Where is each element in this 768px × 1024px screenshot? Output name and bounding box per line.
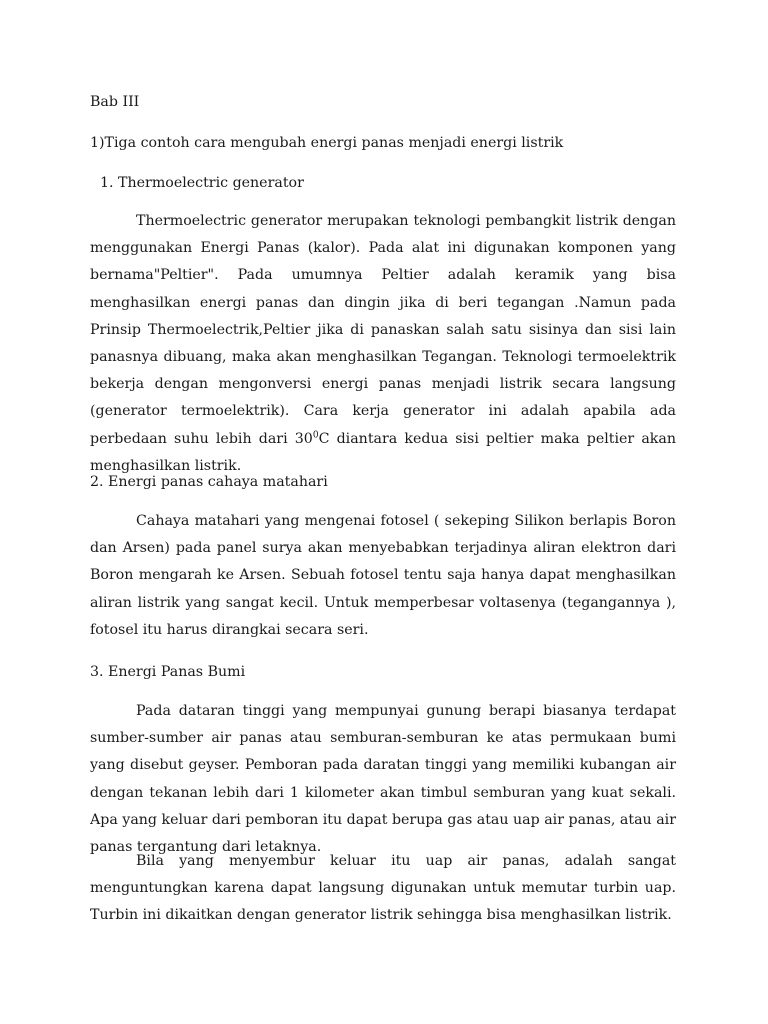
- paragraph-geothermal: Pada dataran tinggi yang mempunyai gunung berapi biasanya terdapat sumber-sumber air panas atau semburan-semburan ke atas permukaan bumi yang disebut geyser. Pemboran pada daratan tinggi yang memiliki kubangan air dengan tekanan lebih dari 1 kilometer akan timbul semburan yang kuat sekali. Apa yang keluar dari pemboran itu dapat berupa gas atau uap air panas, atau air panas tergantung dari letaknya.: [90, 703, 676, 856]
- paragraph-thermoelectric-text: Thermoelectric generator merupakan teknologi pembangkit listrik dengan menggunakan Energi Panas (kalor). Pada alat ini digunakan komponen yang bernama"Peltier". Pada umumnya Peltier adalah keramik yang bisa menghasilkan energi panas dan dingin jika di beri tegangan .Namun pada Prinsip Thermoelectrik,Peltier jika di panaskan salah satu sisinya dan sisi lain panasnya dibuang, maka akan menghasilkan Tegangan. Teknologi termoelektrik bekerja dengan mengonversi energi panas menjadi listrik secara langsung (generator termoelektrik). Cara kerja generator ini adalah apabila ada perbedaan suhu lebih dari 30: [90, 213, 676, 447]
- section-heading-solar: 2. Energi panas cahaya matahari: [90, 474, 328, 490]
- paragraph-thermoelectric: [90, 208, 676, 480]
- paragraph-geothermal-2: Bila yang menyembur keluar itu uap air panas, adalah sangat menguntungkan karena dapat langsung digunakan untuk memutar turbin uap. Turbin ini dikaitkan dengan generator listrik sehingga bisa menghasilkan listrik.: [90, 853, 676, 924]
- section-heading-geothermal: 3. Energi Panas Bumi: [90, 664, 246, 680]
- chapter-title: Bab III: [90, 94, 140, 110]
- question-heading: 1)Tiga contoh cara mengubah energi panas menjadi energi listrik: [90, 135, 564, 151]
- section-heading-thermoelectric: 1. Thermoelectric generator: [100, 175, 304, 191]
- paragraph-solar: Cahaya matahari yang mengenai fotosel ( sekeping Silikon berlapis Boron dan Arsen) pada panel surya akan menyebabkan terjadinya aliran elektron dari Boron mengarah ke Arsen. Sebuah fotosel tentu saja hanya dapat menghasilkan aliran listrik yang sangat kecil. Untuk memperbesar voltasenya (tegangannya ), fotosel itu harus dirangkai secara seri.: [90, 513, 676, 638]
- degree-superscript: 0: [312, 429, 319, 440]
- paragraph-thermoelectric-text-end: C diantara kedua sisi peltier maka peltier akan menghasilkan listrik.: [90, 430, 676, 474]
